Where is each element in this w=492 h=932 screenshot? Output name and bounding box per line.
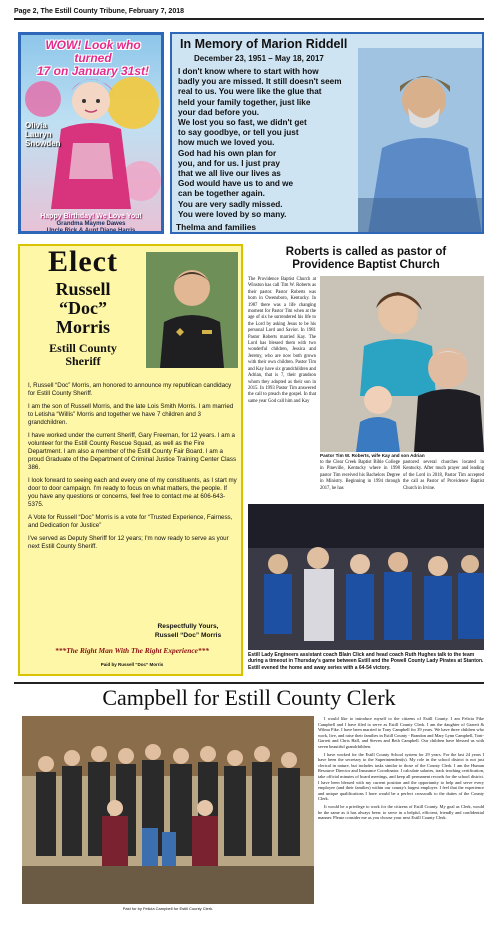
memoriam-ad <box>170 32 484 234</box>
sheriff-name <box>26 280 140 337</box>
pastor-headline-1: Roberts is called as pastor of <box>285 246 447 258</box>
sheriff-name-1: Russell <box>55 279 111 299</box>
memoriam-poem <box>178 67 378 220</box>
memoriam-signature: Thelma and families <box>176 222 257 232</box>
header-rule <box>14 18 484 20</box>
poem-line: to say goodbye, or tell you just <box>178 128 299 138</box>
sheriff-paragraph: I look forward to seeing each and every one of my constituents, as I start my door to door campaign. I'm ready to focus on what matters, the people. If you have any questions or concerns, feel free to contact me at 606-643-5375. <box>28 477 237 508</box>
sheriff-name-3: Morris <box>56 317 110 337</box>
birthday-headline-2: 17 on January 31st! <box>36 64 150 78</box>
clerk-rule <box>14 682 484 684</box>
poem-line: held your family together, just like <box>178 97 311 107</box>
sheriff-paragraph: I am the son of Russell Morris, and the late Lois Smith Morris. I am married to Letisha “Willis” Morris and together we have 7 children and 3 grandchildren. <box>28 403 234 426</box>
sheriff-slogan: ***The Right Man With The Right Experience*** <box>55 646 209 655</box>
poem-line: your dad before you. <box>178 107 259 117</box>
sheriff-office-1: Estill County <box>49 341 117 355</box>
memoriam-title: In Memory of Marion Riddell <box>180 37 348 51</box>
basketball-photo <box>248 504 484 650</box>
clerk-headline: Campbell for Estill County Clerk <box>102 685 396 710</box>
poem-line: can be together again. <box>178 189 265 199</box>
poem-line: real to us. You were like the glue that <box>178 87 322 97</box>
poem-line: God would have us to and we <box>178 179 294 189</box>
sheriff-signature-2: Russell “Doc” Morris <box>154 632 222 639</box>
poem-line: God had his own plan for <box>178 148 277 158</box>
birthday-name-2: Lauryn <box>25 130 52 139</box>
pastor-photo <box>320 276 484 452</box>
poem-line: I don't know where to start with how <box>178 67 319 76</box>
sheriff-ad <box>18 244 243 676</box>
sheriff-office <box>26 342 140 368</box>
page-header: Page 2, The Estill County Tribune, February 7, 2018 <box>14 7 184 15</box>
birthday-greeting: Happy Birthday! We Love You! <box>40 213 142 220</box>
clerk-family-photo <box>22 716 314 904</box>
sheriff-body <box>28 382 238 556</box>
basketball-caption: Estill Lady Engineers assistant coach Blain Click and head coach Ruth Hughes talk to the team during a timeout in Thursday's game between Estill and the Powell County Lady Pirates at Stanton. Estill evened the home and away series with a 64-54 victory. <box>248 652 484 671</box>
sheriff-signature <box>138 622 238 640</box>
pastor-column-1: The Providence Baptist Church at Winston has call Tim W. Roberts as their pastor. Pastor Roberts was born in Owensboro, Kentucky. In 1987 there was a life changing moment for Pastor Tim when at the age of six he surrendered his life to the Lord by asking Jesus to be his personal Lord and Savior. In 1981 Pastor Roberts married Kay. The Lord has blessed them with two wonderful children, Jessica and Jeremy, who are now both grown with their own children. Pastor Tim and Kay have six grandchildren and Adrian, that is 7, their grandson whom they adopted as their son in 2015. In 1993 Pastor Tim answered the call to preach the gospel. In that same year God call him and Kay <box>248 277 316 404</box>
poem-line: We lost you so fast, we didn't get <box>178 118 307 128</box>
birthday-from-2: Uncle Rick & Aunt Diane Harris <box>46 228 136 234</box>
clerk-paragraph: It would be a privilege to work for the citizens of Estill County. My goal as Clerk, would be the same as it has always been: to serve in a helpful, efficient, friendly and confidential manner. Please consider me as you choose your next Estill County Clerk. <box>318 803 484 821</box>
sheriff-photo <box>146 252 238 368</box>
sheriff-paragraph: A Vote for Russell “Doc” Morris is a vote for “Trusted Experience, Fairness, and Dedication for Justice” <box>28 514 233 529</box>
birthday-name <box>25 121 65 148</box>
pastor-photo-caption: Pastor Tim W. Roberts, wife Kay and son Adrian <box>320 453 425 458</box>
birthday-headline <box>27 39 159 78</box>
birthday-from-1: Grandma Mayme Dawes <box>56 221 126 227</box>
poem-line: you, and for us. I just pray <box>178 158 280 168</box>
sheriff-paragraph: I've served as Deputy Sheriff for 12 years; I'm now ready to serve as your next Estill County Sheriff. <box>28 535 229 550</box>
poem-line: that we all live our lives as <box>178 169 281 179</box>
birthday-headline-1: WOW! Look who turned <box>45 38 141 65</box>
birthday-ad <box>18 32 164 234</box>
pastor-column-3: pastored several churches located in Kentucky. After much prayer and leading of the Lord in 2018, Pastor Tim accepted the call as Pastor of Providence Baptist Church in Irvine. <box>403 460 484 491</box>
pastor-headline-2: Providence Baptist Church <box>292 259 440 271</box>
sheriff-name-2: “Doc” <box>59 298 107 318</box>
sheriff-paragraph: I have worked under the current Sheriff, Gary Freeman, for 12 years. I am a volunteer for the Estill County Rescue Squad, as well as the Fire Department. I am also a member of the Estill County Fair Board. I am a proud Graduate of the Department of Criminal Justice Training Center Class 386. <box>28 432 237 471</box>
birthday-from <box>21 221 161 234</box>
pastor-headline <box>248 246 484 272</box>
birthday-name-3: Snowden <box>25 139 61 148</box>
poem-line: how much we loved you. <box>178 138 275 148</box>
memoriam-dates: December 23, 1951 – May 18, 2017 <box>194 54 324 63</box>
birthday-name-1: Olivia <box>25 121 47 130</box>
clerk-paragraph: I would like to introduce myself to the citizens of Estill County. I am Felicia Fike Campbell and I have filed to serve as Estill County Clerk. I am the daughter of Garrett & Wilma Fike. I have been married to Tony Campbell for 39 years. We have three children who work, live, and raise their families in Estill County - Brandon and Mary Lynn Campbell, Toni-Garrett and Chris Hall, and Steven and Beth Campbell. Our children have blessed us with seven beautiful grandchildren. <box>318 716 484 749</box>
poem-line: You are very sadly missed. <box>178 199 283 209</box>
clerk-paragraph: I have worked for the Estill County School system for 29 years. For the last 24 years I have been the secretary to the Superintendent(s). My role in the school district is not just clerical in nature, but includes tasks similar to those of the County Clerk. I am the Human Resource Director and Insurance Coordinator. I calculate salaries, track teaching certification, take official minutes of board meetings, and keep all permanent records for the school district. I have been blessed with my current position and the opportunity to help and serve every employee (and their families) within our county's largest employer. I feel that the experience and unique qualifications I have would be a perfect crosswalk to the duties of the County Clerk. <box>318 751 484 802</box>
sheriff-office-2: Sheriff <box>65 354 101 368</box>
clerk-body <box>318 716 484 823</box>
clerk-paid-notice: Paid for by Felicia Campbell for Estill County Clerk. <box>122 906 214 911</box>
poem-line: badly you are missed. It still doesn't seem <box>178 77 342 87</box>
sheriff-signature-1: Respectfully Yours, <box>157 623 219 630</box>
pastor-column-2: to the Clear Creek Baptist Bible College in Pineville, Kentucky where in 1998 pastor Tim received his Bachelors Degree in Ministry. Beginning in 1994 through 2017, he has <box>320 460 400 491</box>
sheriff-elect: Elect <box>48 245 118 278</box>
sheriff-paid-notice: Paid by Russell “Doc” Morris <box>100 662 164 667</box>
poem-line: You were loved by so many. <box>178 209 287 219</box>
sheriff-paragraph: I, Russell “Doc” Morris, am honored to announce my republican candidacy for Estill County Sheriff. <box>28 382 232 397</box>
pastor-article <box>248 244 484 500</box>
